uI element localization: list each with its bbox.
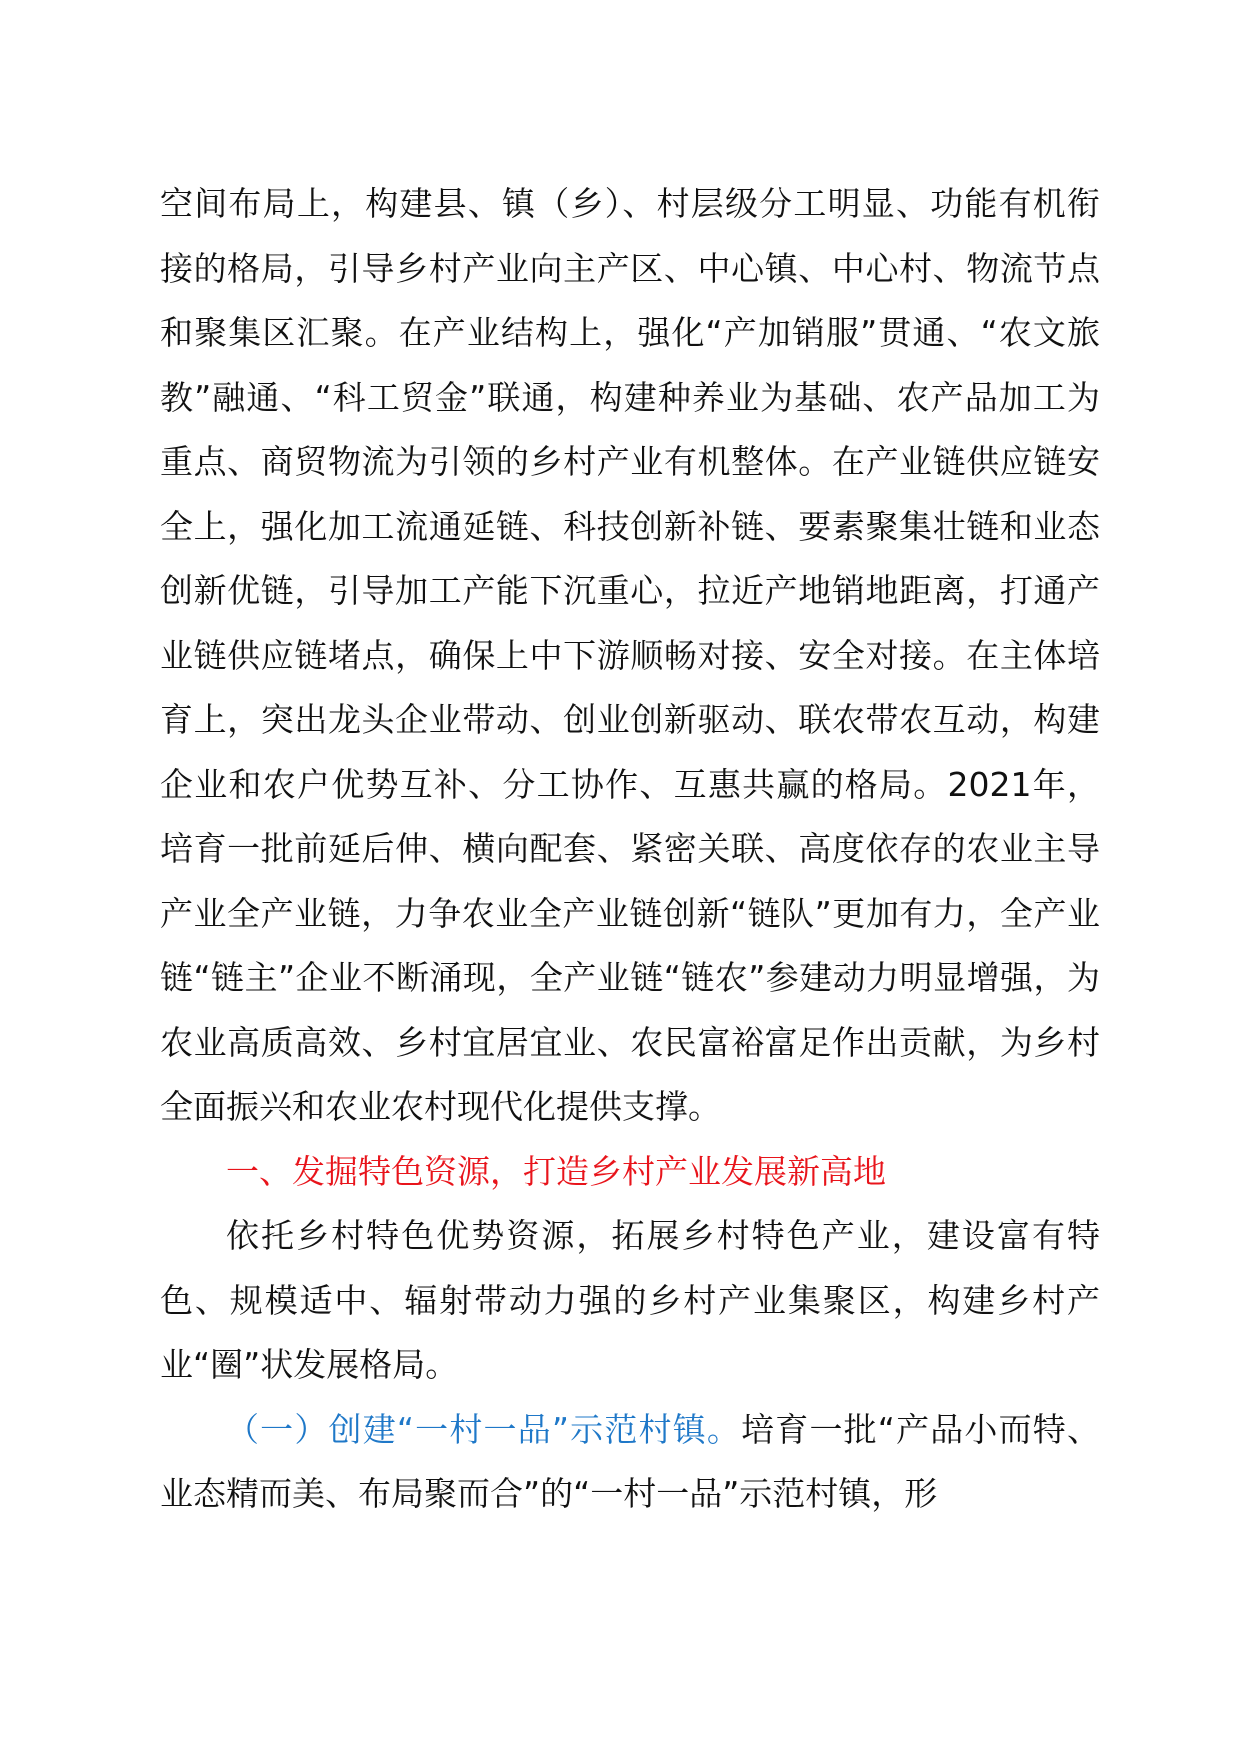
continuation-paragraph: 空间布局上，构建县、镇（乡）、村层级分工明显、功能有机衔接的格局，引导乡村产业向主产区、中心镇、中心村、物流节点和聚集区汇聚。在产业结构上，强化“产加销服”贯通、“农文旅教”融通、“科工贸金”联通，构建种养业为基础、农产品加工为重点、商贸物流为引领的乡村产业有机整体。在产业链供应链安全上，强化加工流通延链、科技创新补链、要素聚集壮链和业态创新优链，引导加工产能下沉重心，拉近产地销地距离，打通产业链供应链堵点，确保上中下游顺畅对接、安全对接。在主体培育上，突出龙头企业带动、创业创新驱动、联农带农互动，构建企业和农户优势互补、分工协作、互惠共赢的格局。2021年，培育一批前延后伸、横向配套、紧密关联、高度依存的农业主导产业全产业链，力争农业全产业链创新“链队”更加有力，全产业链“链主”企业不断涌现，全产业链“链农”参建动力明显增强，为农业高质高效、乡村宜居宜业、农民富裕富足作出贡献，为乡村全面振兴和农业农村现代化提供支撑。 [160,184,1100,1126]
subsection-title: （一）创建“一村一品”示范村镇。 [226,1409,742,1449]
document-page [160,172,1100,1527]
section-intro-paragraph: 依托乡村特色优势资源，拓展乡村特色产业，建设富有特色、规模适中、辐射带动力强的乡村产业集聚区，构建乡村产业“圈”状发展格局。 [160,1216,1100,1384]
subsection-paragraph [160,1398,1100,1527]
subsection-text: 培育一批“产品小而特、业态精而美、布局聚而合”的“一村一品”示范村镇，形 [160,1409,1100,1513]
section-heading: 一、发掘特色资源，打造乡村产业发展新高地 [226,1151,886,1191]
